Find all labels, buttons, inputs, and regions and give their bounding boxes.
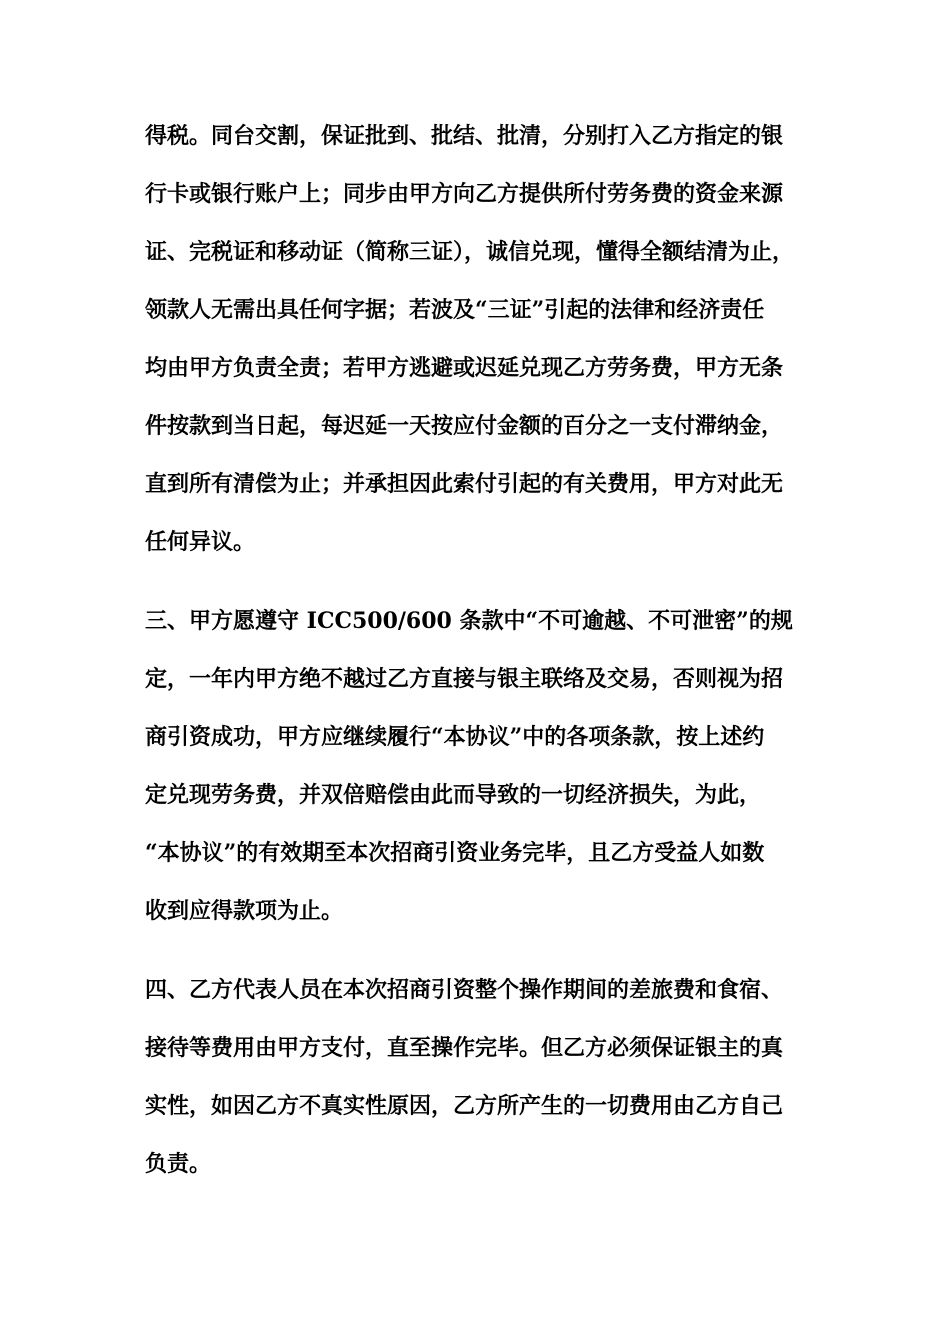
paragraph-1-line-1: 得税。同台交割，保证批到、批结、批清，分别打入乙方指定的银 xyxy=(145,123,784,149)
paragraph-1-line-6: 件按款到当日起，每迟延一天按应付金额的百分之一支付滞纳金， xyxy=(145,413,784,439)
paragraph-3-line-4: 负责。 xyxy=(145,1151,212,1177)
paragraph-2-line-2: 定，一年内甲方绝不越过乙方直接与银主联络及交易，否则视为招 xyxy=(145,666,784,692)
paragraph-3-line-1: 四、乙方代表人员在本次招商引资整个操作期间的差旅费和食宿、 xyxy=(145,977,784,1003)
paragraph-1-line-5: 均由甲方负责全责；若甲方逃避或迟延兑现乙方劳务费，甲方无条 xyxy=(145,355,784,381)
paragraph-1-line-2: 行卡或银行账户上；同步由甲方向乙方提供所付劳务费的资金来源 xyxy=(145,181,784,207)
paragraph-1-line-8: 任何异议。 xyxy=(145,529,256,555)
paragraph-3-line-2: 接待等费用由甲方支付，直至操作完毕。但乙方必须保证银主的真 xyxy=(145,1035,784,1061)
paragraph-2-line-4: 定兑现劳务费，并双倍赔偿由此而导致的一切经济损失，为此， xyxy=(145,782,762,808)
paragraph-2-line-1: 三、甲方愿遵守 ICC500/600 条款中“不可逾越、不可泄密”的规 xyxy=(145,608,793,634)
paragraph-2-line-5: “本协议”的有效期至本次招商引资业务完毕，且乙方受益人如数 xyxy=(145,840,765,866)
paragraph-3-line-3: 实性，如因乙方不真实性原因，乙方所产生的一切费用由乙方自己 xyxy=(145,1093,784,1119)
paragraph-1-line-3: 证、完税证和移动证（简称三证），诚信兑现，懂得全额结清为止， xyxy=(145,239,795,265)
paragraph-1-line-4: 领款人无需出具任何字据；若波及“三证”引起的法律和经济责任 xyxy=(145,297,765,323)
paragraph-1-line-7: 直到所有清偿为止；并承担因此索付引起的有关费用，甲方对此无 xyxy=(145,471,784,497)
paragraph-2-line-3: 商引资成功，甲方应继续履行“本协议”中的各项条款，按上述约 xyxy=(145,724,765,750)
paragraph-2-line-6: 收到应得款项为止。 xyxy=(145,898,344,924)
